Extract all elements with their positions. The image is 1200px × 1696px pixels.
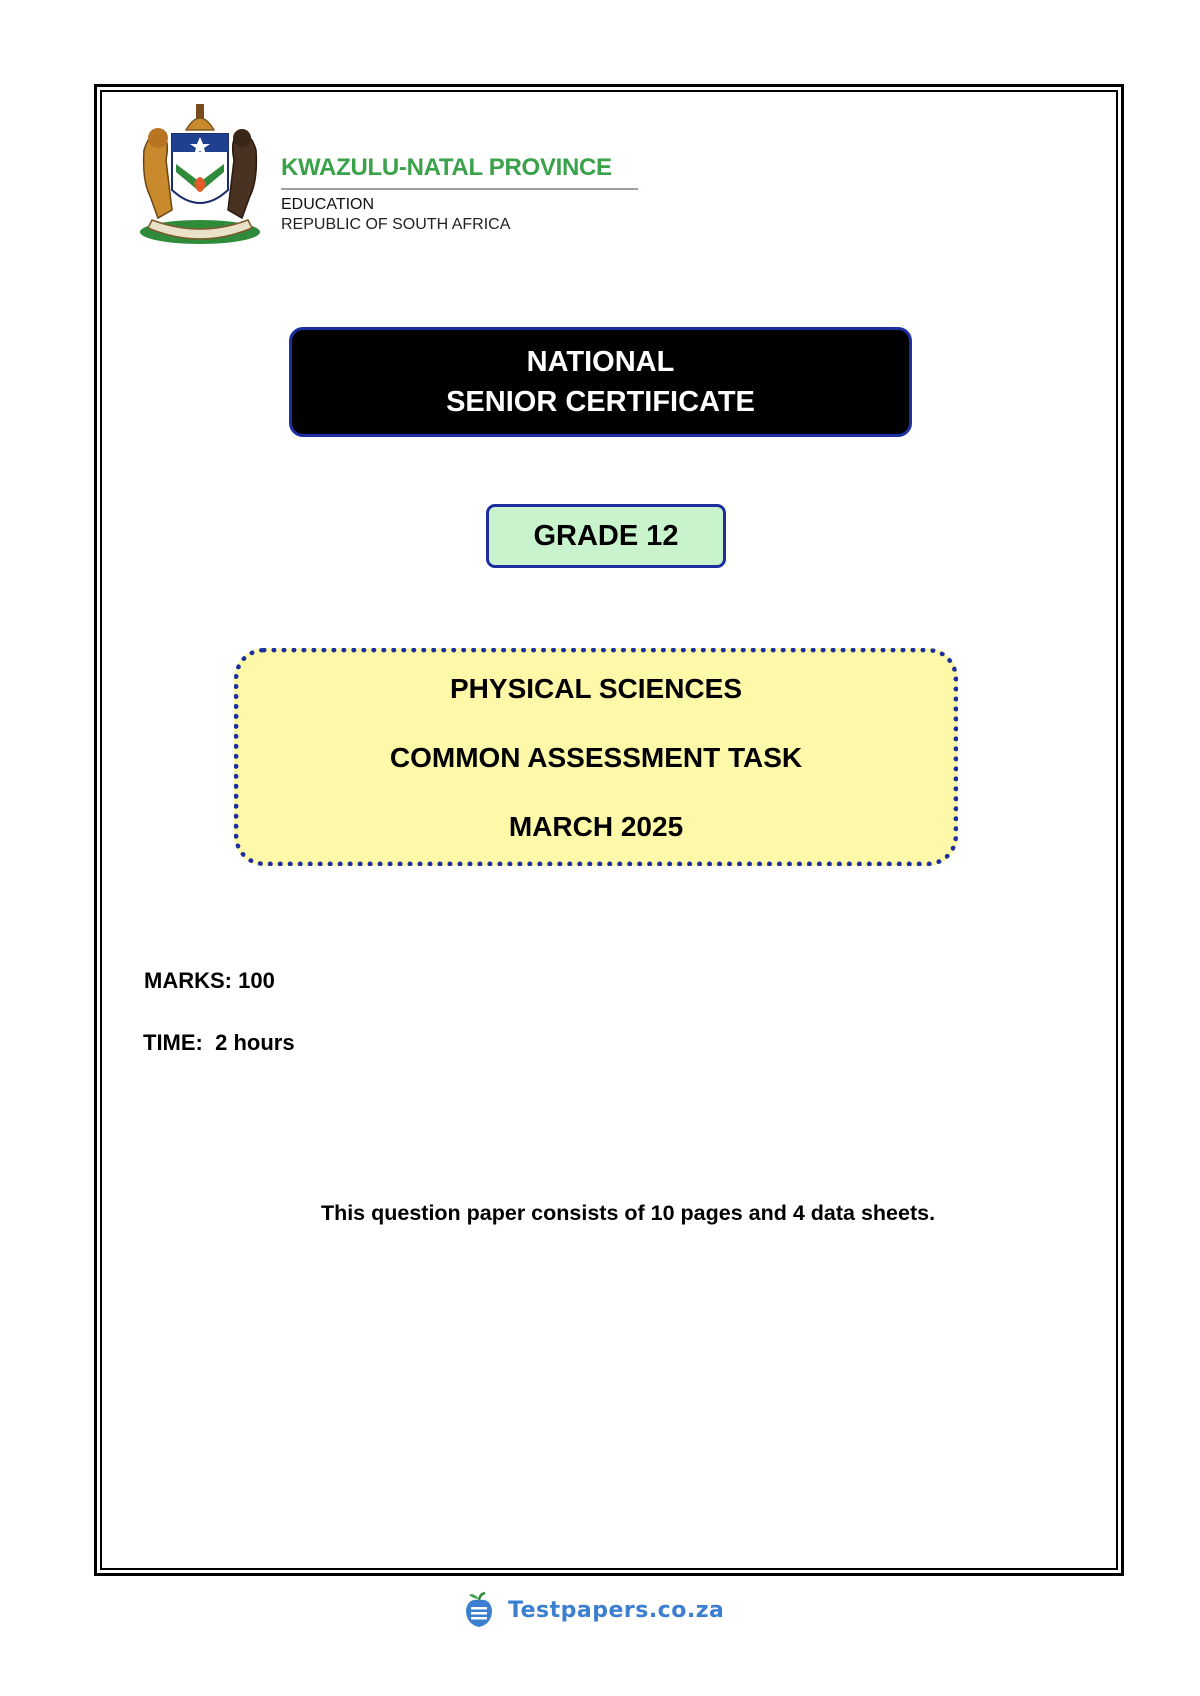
header-divider bbox=[281, 188, 638, 190]
country-name: REPUBLIC OF SOUTH AFRICA bbox=[281, 216, 511, 233]
province-name: KWAZULU-NATAL PROVINCE bbox=[281, 154, 612, 181]
time-allowed: TIME: 2 hours bbox=[143, 1030, 295, 1055]
department-name: EDUCATION bbox=[281, 196, 375, 213]
province-header bbox=[281, 154, 638, 234]
footer-site-name: Testpapers.co.za bbox=[508, 1597, 725, 1623]
grade-box bbox=[486, 504, 726, 568]
exam-date: MARCH 2025 bbox=[508, 811, 684, 842]
kzn-coat-of-arms-icon bbox=[136, 100, 264, 248]
certificate-title-box bbox=[289, 327, 912, 437]
assessment-type: COMMON ASSESSMENT TASK bbox=[389, 742, 803, 773]
footer-watermark[interactable] bbox=[460, 1590, 724, 1630]
marks-total: MARKS: 100 bbox=[144, 968, 275, 993]
subject-name: PHYSICAL SCIENCES bbox=[450, 673, 742, 704]
grade-label: GRADE 12 bbox=[533, 519, 679, 552]
certificate-title-line1: NATIONAL bbox=[526, 346, 675, 378]
page-count-note: This question paper consists of 10 pages and 4 data sheets. bbox=[320, 1201, 936, 1225]
certificate-title-line2: SENIOR CERTIFICATE bbox=[446, 386, 755, 418]
subject-box bbox=[234, 648, 958, 866]
apple-book-icon bbox=[460, 1590, 498, 1630]
